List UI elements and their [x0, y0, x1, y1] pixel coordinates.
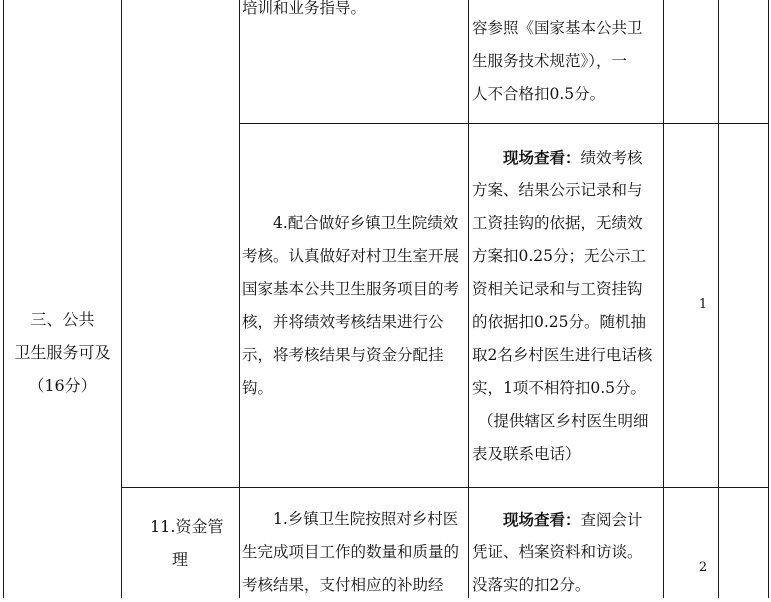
standard-line: 的依据扣0.25分。随机抽 — [472, 313, 647, 331]
content-cell — [242, 207, 459, 405]
content-line: 1.乡镇卫生院按照对乡村医 — [273, 510, 459, 528]
standard-line: 人不合格扣0.5分。 — [472, 85, 606, 103]
standard-line: 方案、结果公示记录和与 — [472, 181, 643, 199]
standard-cell — [472, 141, 652, 471]
standard-line: 方案扣0.25分；无公示工 — [472, 247, 647, 265]
content-line: 4.配合做好乡镇卫生院绩效 — [273, 214, 459, 232]
standard-line: 凭证、档案资料和访谈。 — [472, 543, 643, 561]
standard-line: 取2名乡村医生进行电话核 — [472, 346, 653, 364]
table-border-left — [3, 0, 4, 598]
section-cell — [150, 510, 240, 576]
content-line: 钩。 — [242, 379, 274, 397]
score-value: 2 — [698, 560, 708, 575]
standard-line: 工资挂钩的依据，无绩效 — [472, 214, 643, 232]
section-line: 11.资金管 — [150, 517, 224, 536]
content-line: 核，并将绩效考核结果进行公 — [242, 313, 444, 331]
standard-cell — [472, 12, 643, 111]
category-line: （16分） — [28, 376, 97, 395]
standard-line: 实，1项不相符扣0.5分。 — [472, 379, 647, 397]
standard-heading: 现场查看： — [503, 510, 581, 529]
content-line: 培训和业务指导。 — [242, 0, 367, 17]
category-line: 三、公共 — [30, 310, 95, 329]
content-line: 考核结果，支付相应的补助经 — [242, 576, 444, 594]
standard-heading: 现场查看： — [503, 148, 581, 167]
content-line: 示，将考核结果与资金分配挂 — [242, 346, 444, 364]
standard-line-first — [472, 503, 643, 536]
standard-line: 表及联系电话） — [472, 445, 581, 463]
row-divider-1 — [239, 123, 769, 124]
table-divider-6 — [768, 0, 769, 598]
table-divider-4 — [663, 0, 664, 598]
row-divider-2 — [121, 487, 769, 488]
standard-line: （提供辖区乡村医生明细 — [478, 412, 649, 430]
standard-line: 生服务技术规范》），一 — [472, 52, 628, 70]
standard-cell — [472, 503, 643, 602]
standard-line: 容参照《国家基本公共卫 — [472, 19, 643, 37]
table-divider-1 — [121, 0, 122, 598]
standard-line: 资相关记录和与工资挂钩 — [472, 280, 643, 298]
standard-line-first — [472, 141, 652, 174]
score-value: 1 — [698, 297, 708, 312]
section-line: 理 — [172, 550, 189, 569]
content-cell — [242, 503, 459, 602]
standard-line: 绩效考核 — [580, 149, 643, 167]
content-line: 国家基本公共卫生服务项目的考 — [242, 280, 460, 298]
category-cell — [4, 303, 121, 402]
content-cell — [242, 0, 366, 25]
category-line: 卫生服务可及 — [14, 343, 111, 362]
standard-line: 没落实的扣2分。 — [472, 576, 591, 594]
content-line: 考核。认真做好对村卫生室开展 — [242, 247, 460, 265]
table-divider-2 — [239, 0, 240, 598]
content-line: 生完成项目工作的数量和质量的 — [242, 543, 460, 561]
table-divider-3 — [468, 0, 469, 598]
standard-line: 查阅会计 — [580, 511, 643, 529]
